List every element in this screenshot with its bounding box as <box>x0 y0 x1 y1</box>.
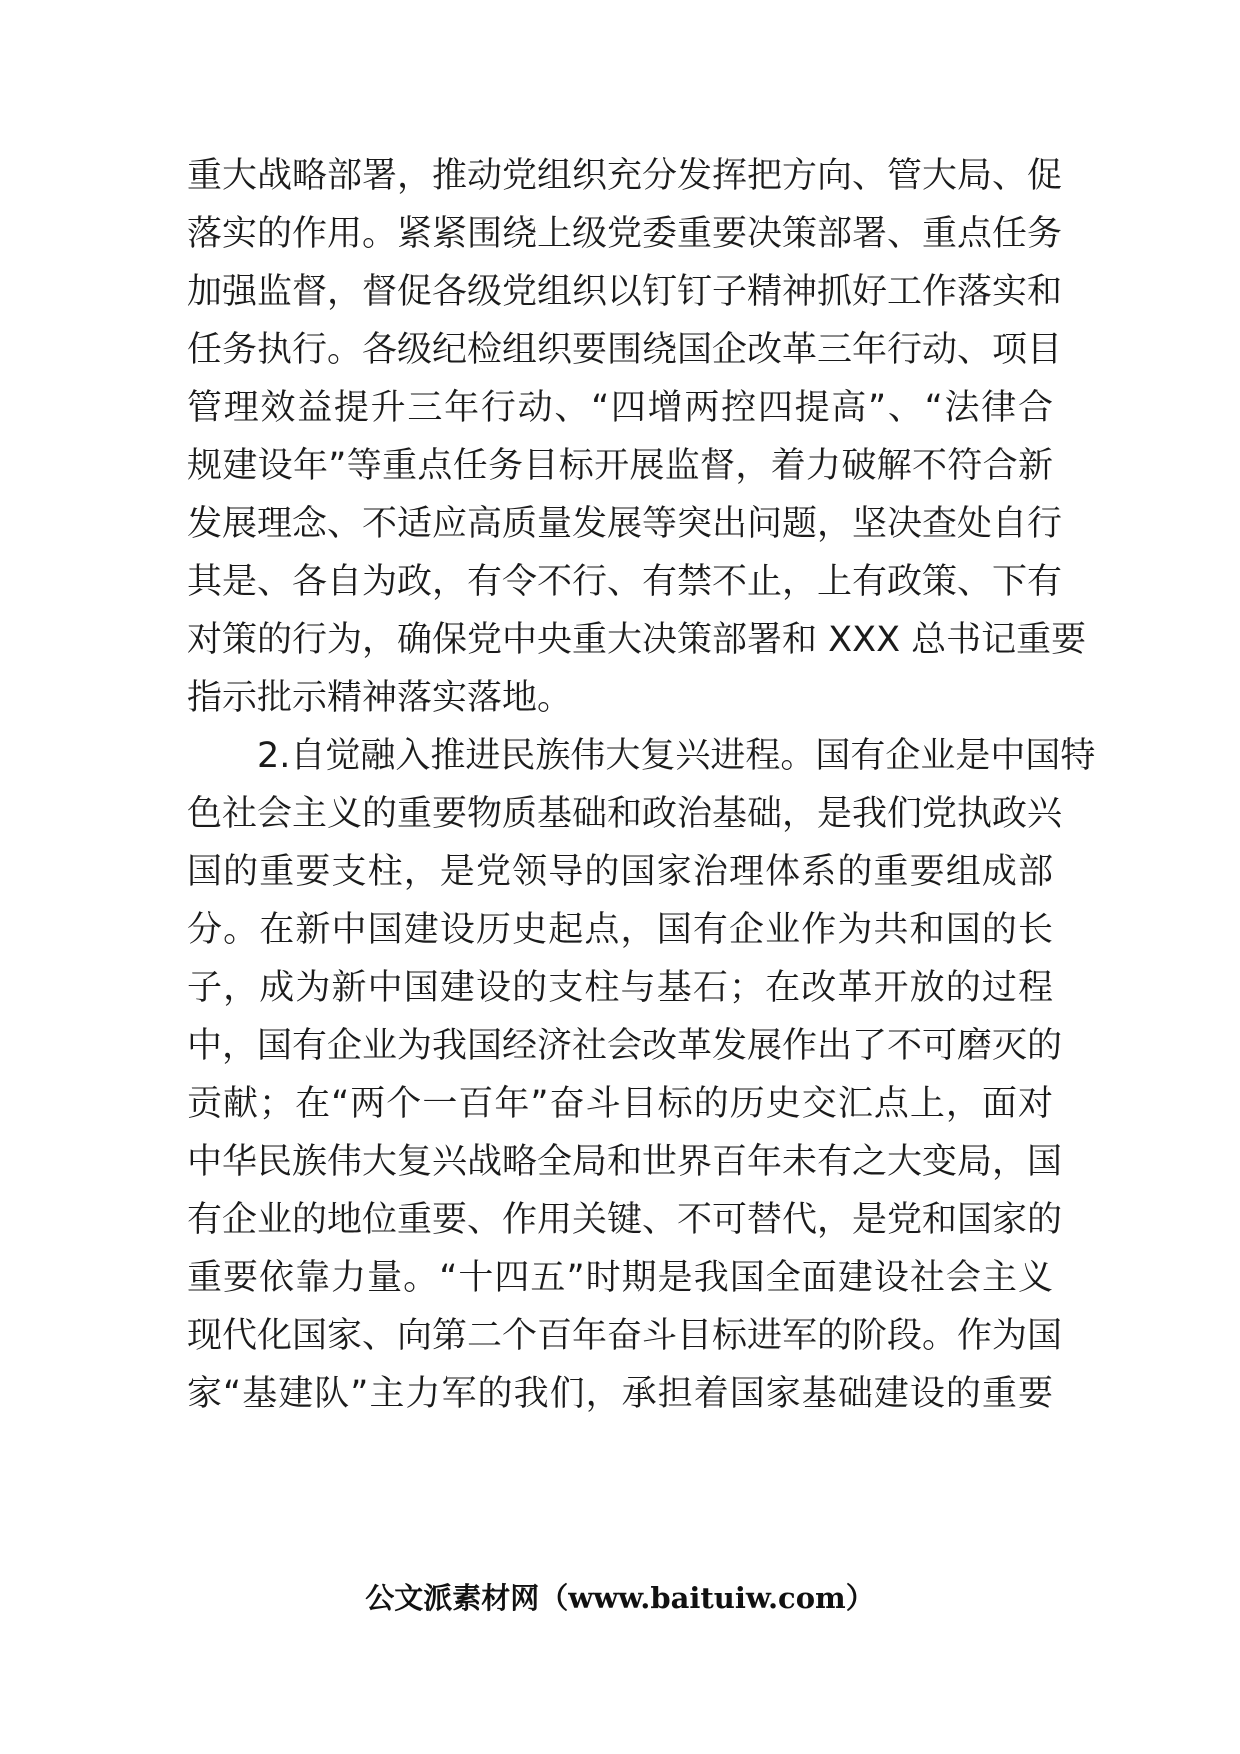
text-line: 家“基建队”主力军的我们，承担着国家基础建设的重要 <box>187 1374 1053 1414</box>
text-line: 色社会主义的重要物质基础和政治基础，是我们党执政兴 <box>187 794 1063 834</box>
text-line: 加强监督，督促各级党组织以钉钉子精神抓好工作落实和 <box>187 272 1063 312</box>
text-line: 子，成为新中国建设的支柱与基石；在改革开放的过程 <box>187 968 1053 1008</box>
text-line: 贡献；在“两个一百年”奋斗目标的历史交汇点上，面对 <box>187 1084 1053 1124</box>
text-line: 任务执行。各级纪检组织要围绕国企改革三年行动、项目 <box>187 330 1063 370</box>
text-line: 规建设年”等重点任务目标开展监督，着力破解不符合新 <box>187 446 1053 486</box>
text-line: 2.自觉融入推进民族伟大复兴进程。国有企业是中国特 <box>257 736 1096 776</box>
text-line: 中华民族伟大复兴战略全局和世界百年未有之大变局，国 <box>187 1142 1063 1182</box>
text-line: 指示批示精神落实落地。 <box>187 678 573 718</box>
text-line: 国的重要支柱，是党领导的国家治理体系的重要组成部 <box>187 852 1053 892</box>
text-line: 重大战略部署，推动党组织充分发挥把方向、管大局、促 <box>187 156 1063 196</box>
footer-source: 公文派素材网（www.baituiw.com） <box>365 1581 875 1615</box>
text-line: 对策的行为，确保党中央重大决策部署和 XXX 总书记重要 <box>187 620 1087 660</box>
text-line: 其是、各自为政，有令不行、有禁不止，上有政策、下有 <box>187 562 1063 602</box>
text-line: 现代化国家、向第二个百年奋斗目标进军的阶段。作为国 <box>187 1316 1063 1356</box>
text-line: 分。在新中国建设历史起点，国有企业作为共和国的长 <box>187 910 1053 950</box>
text-line: 重要依靠力量。“十四五”时期是我国全面建设社会主义 <box>187 1258 1053 1298</box>
text-line: 发展理念、不适应高质量发展等突出问题，坚决查处自行 <box>187 504 1063 544</box>
text-line: 有企业的地位重要、作用关键、不可替代，是党和国家的 <box>187 1200 1063 1240</box>
text-line: 中，国有企业为我国经济社会改革发展作出了不可磨灭的 <box>187 1026 1063 1066</box>
text-line: 管理效益提升三年行动、“四增两控四提高”、“法律合 <box>187 388 1053 428</box>
text-line: 落实的作用。紧紧围绕上级党委重要决策部署、重点任务 <box>187 214 1063 254</box>
